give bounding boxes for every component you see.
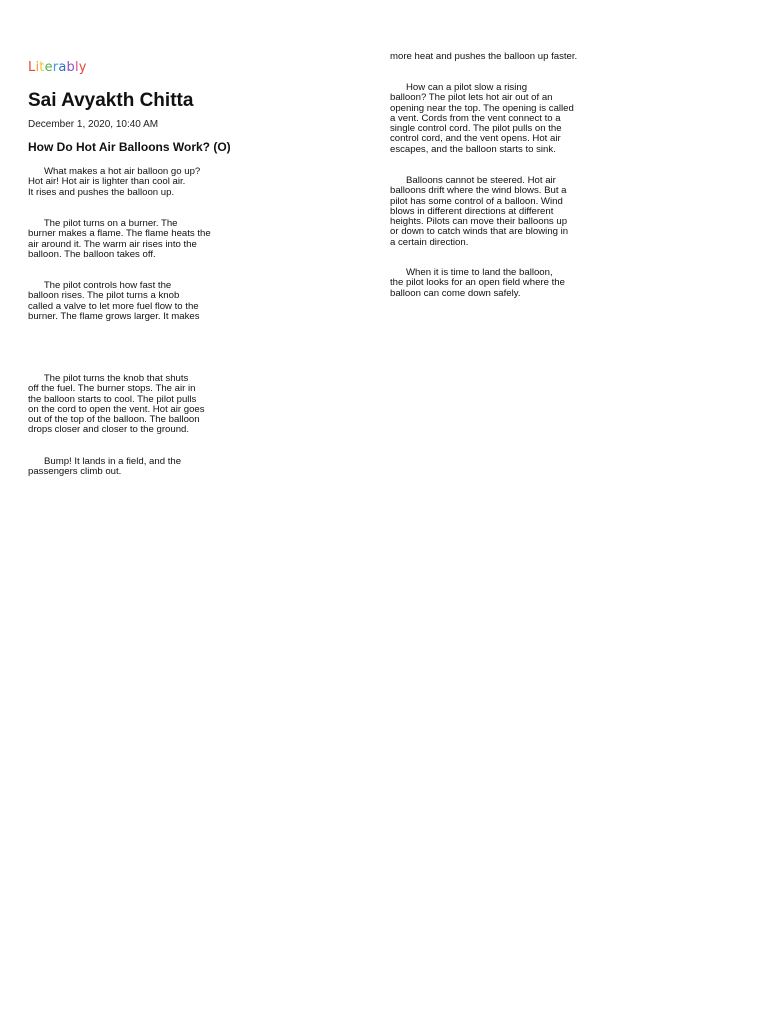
logo-letter: t [39,60,45,75]
student-name: Sai Avyakth Chitta [28,90,194,111]
logo-letter: a [58,60,67,75]
passage-paragraph: What makes a hot air balloon go up? Hot air! Hot air is lighter than cool air. It rises and pushes the balloon up. [28,166,201,198]
passage-paragraph: Balloons cannot be steered. Hot air balloons drift where the wind blows. But a pilot has some control of a balloon. Wind blows in different directions at different heights. Pilots can move their balloons up or down to catch winds that are blowing in a certain direction. [390,175,569,248]
passage-paragraph: The pilot turns the knob that shuts off the fuel. The burner stops. The air in the balloon starts to cool. The pilot pulls on the cord to open the vent. Hot air goes out of the top of the balloon. The balloon drops closer and closer to the ground. [28,373,205,436]
passage-paragraph: The pilot turns on a burner. The burner makes a flame. The flame heats the air around it. The warm air rises into the balloon. The balloon takes off. [28,218,211,260]
logo-letter: i [35,60,40,75]
logo-letter: L [28,60,36,75]
logo-letter: r [52,60,59,75]
book-title: How Do Hot Air Balloons Work? (O) [28,140,231,154]
recording-timestamp: December 1, 2020, 10:40 AM [28,119,159,130]
passage-paragraph: Bump! It lands in a field, and the passengers climb out. [28,456,182,478]
logo-letter: b [66,60,75,75]
logo-letter: e [44,60,53,75]
logo-letter: l [74,60,79,75]
logo-letter: y [78,60,87,75]
passage-paragraph: When it is time to land the balloon, the pilot looks for an open field where the balloon can come down safely. [390,267,565,299]
passage-paragraph: The pilot controls how fast the balloon rises. The pilot turns a knob called a valve to let more fuel flow to the burner. The flame grows larger. It makes [28,280,200,322]
passage-paragraph: How can a pilot slow a rising balloon? The pilot lets hot air out of an opening near the top. The opening is called a vent. Cords from the vent connect to a single control cord. The pilot pulls on the control cord, and the vent opens. Hot air escapes, and the balloon starts to sink. [390,82,574,155]
passage-paragraph: more heat and pushes the balloon up faster. [390,51,578,62]
literably-logo [28,60,87,75]
